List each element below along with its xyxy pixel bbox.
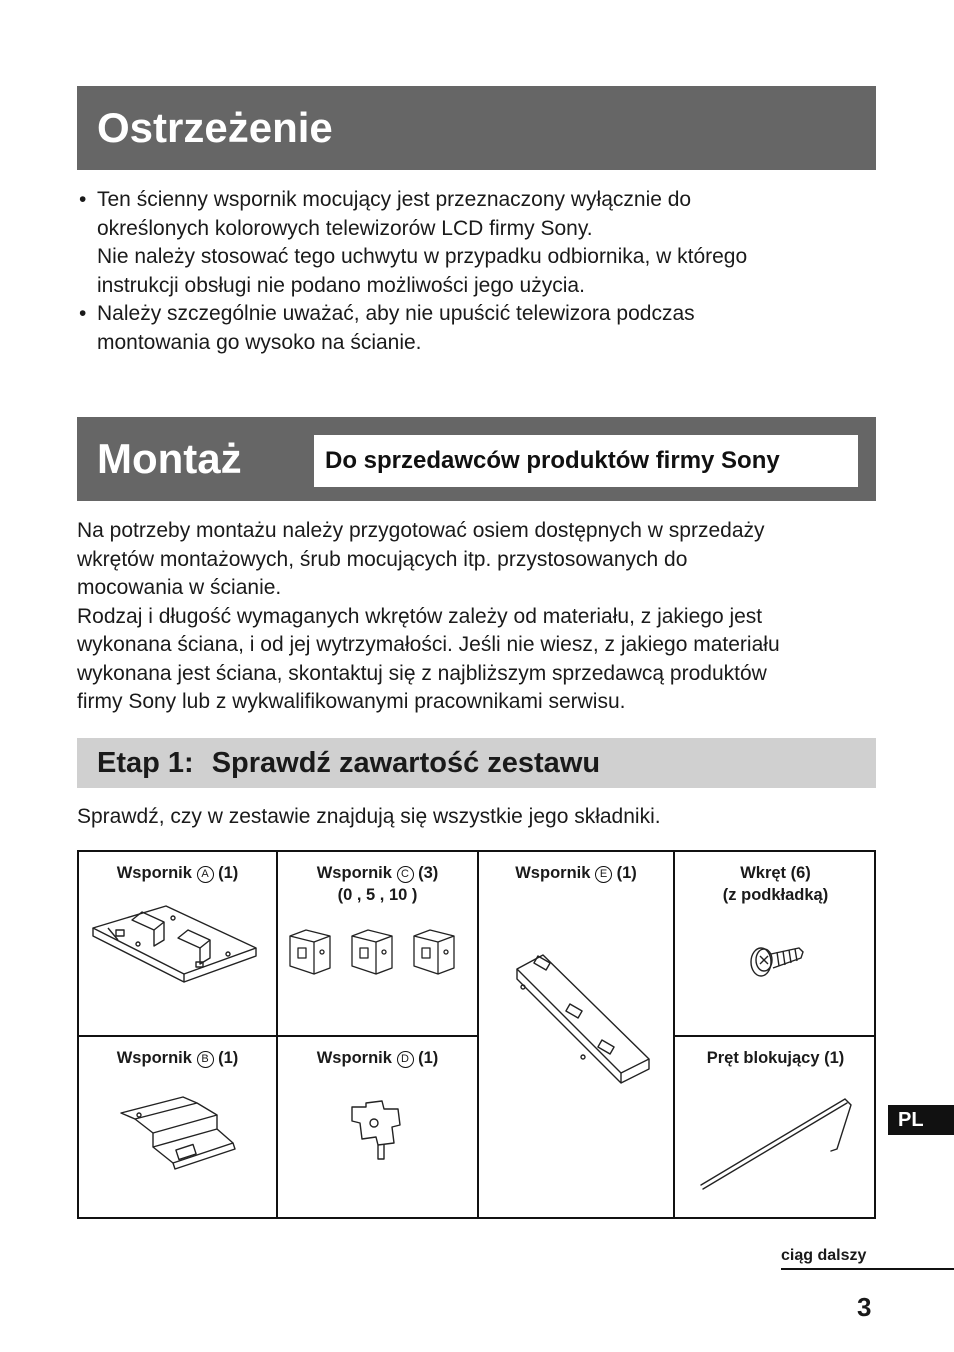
step1-heading [77,738,876,788]
bullet-dot: • [79,302,87,325]
step1-intro: Sprawdź, czy w zestawie znajdują się wszystkie jego składniki. [77,805,661,828]
part-bracket-a: Wspornik A (1) [79,852,276,1035]
warning-bullet: • Ten ścienny wspornik mocujący jest przeznaczony wyłącznie do określonych kolorowych telewizorów LCD firmy Sony. Nie należy stosować tego uchwytu w przypadku odbiornika, w którego instrukcji obsługi nie podano możliwości jego użycia. [79,188,748,297]
locking-rod-illustration [697,1093,857,1193]
warning-title: Ostrzeżenie [97,104,333,151]
part-locking-rod: Pręt blokujący (1) [675,1037,876,1217]
bracket-c-sizes: (0 , 5 , 10 ) [337,886,418,904]
bracket-d-illustration [342,1097,412,1167]
letter-badge: B [197,1051,214,1068]
bracket-b-illustration [113,1077,253,1177]
part-bracket-b: Wspornik B (1) [79,1037,276,1217]
language-tab: PL [888,1105,954,1135]
bullet-dot: • [79,188,87,211]
letter-badge: A [197,866,214,883]
warning-bullet: • Należy szczególnie uważać, aby nie upuścić telewizora podczas montowania go wysoko na ścianie. [79,302,695,354]
page-number: 3 [857,1292,872,1322]
step-title: Sprawdź zawartość zestawu [211,747,601,779]
mount-paragraph-1: Na potrzeby montażu należy przygotować osiem dostępnych w sprzedaży wkrętów montażowych, śrub mocujących itp. przystosowanych do mocowania w ścianie. Rodzaj i długość wymaganych wkrętów zależy od materiału, z jakiego jest wykonana ściana, i od jej wytrzymałości. Jeśli nie wiesz, z jakiego materiału wykonana jest ściana, skontaktuj się z najbliższym sprzedawcą produktów firmy Sony lub z wykwalifikowanymi pracownikami serwisu. [77,519,780,713]
part-bracket-d: Wspornik D (1) [278,1037,477,1217]
screw-illustration [747,938,807,982]
step-number: Etap 1: [97,747,194,779]
bracket-e-illustration [509,947,659,1097]
parts-table [77,850,876,1219]
letter-badge: D [397,1051,414,1068]
part-bracket-e: Wspornik E (1) [479,852,673,1217]
continued-note: ciąg dalszy [781,1247,954,1270]
letter-badge: C [397,866,414,883]
mount-banner [77,417,876,501]
warning-banner [77,86,876,170]
warning-list [77,186,857,357]
bracket-c-illustration [286,922,471,992]
mount-title: Montaż [97,435,242,482]
letter-badge: E [595,866,612,883]
bracket-a-illustration [88,900,268,1010]
part-bracket-c: Wspornik C (3) (0 , 5 , 10 ) [278,852,477,1035]
dealer-note: Do sprzedawców produktów firmy Sony [314,435,858,487]
part-screw: Wkręt (6) (z podkładką) [675,852,876,1035]
